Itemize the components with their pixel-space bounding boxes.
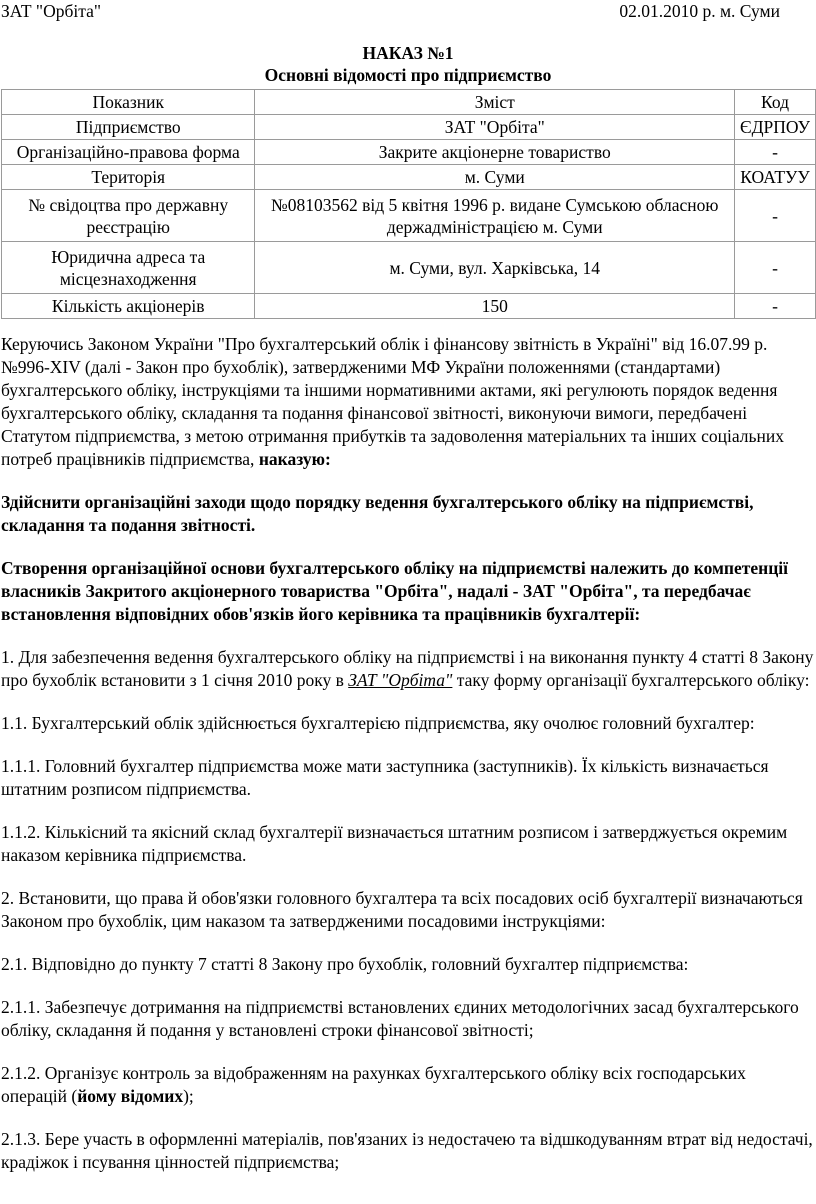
date-place: 02.01.2010 р. м. Суми — [619, 1, 780, 21]
document-body — [1, 333, 816, 1174]
table-cell: Юридична адреса та місцезнаходження — [2, 242, 255, 294]
table-cell: ЗАТ "Орбіта" — [255, 115, 735, 140]
paragraph-1-1-2: 1.1.2. Кількісний та якісний склад бухгалтерії визначається штатним розписом і затверджується окремим наказом керівника підприємства. — [1, 822, 788, 865]
table-header-cell: Код — [735, 90, 816, 115]
table-row — [2, 242, 816, 294]
paragraph-1-1-1: 1.1.1. Головний бухгалтер підприємства може мати заступника (заступників). Їх кількість визначається штатним розписом підприємства. — [1, 756, 769, 799]
paragraph-2-1-1: 2.1.1. Забезпечує дотримання на підприємстві встановлених єдиних методологічних засад бухгалтерського обліку, складання й подання у встановлені строки фінансової звітності; — [1, 997, 799, 1040]
company-info-table — [1, 89, 816, 319]
order-subtitle: Основні відомості про підприємство — [264, 65, 552, 85]
table-row — [2, 190, 816, 242]
table-row — [2, 115, 816, 140]
paragraph-organization: Створення організаційної основи бухгалтерського обліку на підприємстві належить до компетенції власників Закритого акціонерного товариства "Орбіта", надалі - ЗАТ "Орбіта", та передбачає встановлення відповідних обов'язків його керівника та працівників бухгалтерії: — [1, 558, 789, 624]
order-keyword: наказую: — [258, 449, 331, 469]
table-cell: Територія — [2, 165, 255, 190]
table-cell: - — [735, 294, 816, 319]
table-row — [2, 294, 816, 319]
table-header-cell: Показник — [2, 90, 255, 115]
table-cell: Кількість акціонерів — [2, 294, 255, 319]
paragraph-1-1: 1.1. Бухгалтерський облік здійснюється бухгалтерією підприємства, яку очолює головний бухгалтер: — [1, 713, 755, 733]
table-cell: - — [735, 242, 816, 294]
paragraph-1-text: 1. Для забезпечення ведення бухгалтерського обліку на підприємстві і на виконання пункту 4 статті 8 Закону про бухоблік встановити з 1 січня 2010 року в — [1, 647, 814, 690]
paragraph-2-1-2 — [1, 1062, 816, 1108]
table-cell: Організаційно-правова форма — [2, 140, 255, 165]
table-cell: Підприємство — [2, 115, 255, 140]
order-title: НАКАЗ №1 — [362, 43, 454, 63]
known-operations: йому відомих — [77, 1086, 184, 1106]
table-cell: № свідоцтва про державну реєстрацію — [2, 190, 255, 242]
table-cell: КОАТУУ — [735, 165, 816, 190]
paragraph-2-1-2-text: 2.1.2. Організує контроль за відображенням на рахунках бухгалтерського обліку всіх господарських операцій ( — [1, 1063, 746, 1106]
paragraph-1-text-end: таку форму організації бухгалтерського обліку: — [452, 670, 810, 690]
table-header-cell: Зміст — [255, 90, 735, 115]
table-cell: №08103562 від 5 квітня 1996 р. видане Сумською обласною держадміністрацією м. Суми — [255, 190, 735, 242]
paragraph-1 — [1, 646, 816, 692]
document-header — [0, 0, 816, 26]
paragraph-2: 2. Встановити, що права й обов'язки головного бухгалтера та всіх посадових осіб бухгалтерії визначаються Законом про бухоблік, цим наказом та затвердженими посадовими інструкціями: — [1, 888, 803, 931]
table-row — [2, 165, 816, 190]
table-cell: - — [735, 140, 816, 165]
table-cell: м. Суми, вул. Харківська, 14 — [255, 242, 735, 294]
table-cell: Закрите акціонерне товариство — [255, 140, 735, 165]
paragraph-2-1: 2.1. Відповідно до пункту 7 статті 8 Закону про бухоблік, головний бухгалтер підприємства: — [1, 954, 689, 974]
table-row — [2, 140, 816, 165]
table-cell: ЄДРПОУ — [735, 115, 816, 140]
paragraph-preamble — [1, 333, 816, 471]
table-cell: м. Суми — [255, 165, 735, 190]
company-link[interactable]: ЗАТ "Орбіта" — [348, 670, 453, 690]
preamble-text: Керуючись Законом України "Про бухгалтерський облік і фінансову звітність в Україні" від 16.07.99 р. №996-XIV (далі - Закон про бухоблік), затвердженими МФ України положеннями (стандартами) бухгалтерського обліку, інструкціями та іншими нормативними актами, які регулюють порядок ведення бухгалтерського обліку, складання та подання фінансової звітності, виконуючи вимоги, передбачені Статутом підприємства, з метою отримання прибутків та задоволення матеріальних та інших соціальних потреб працівників підприємства, — [1, 334, 784, 469]
table-header-row — [2, 90, 816, 115]
title-block — [0, 42, 816, 86]
paragraph-2-1-3: 2.1.3. Бере участь в оформленні матеріалів, пов'язаних із недостачею та відшкодуванням втрат від недостачі, крадіжок і псування цінностей підприємства; — [1, 1129, 813, 1172]
paragraph-measures: Здійснити організаційні заходи щодо порядку ведення бухгалтерського обліку на підприємстві, складання та подання звітності. — [1, 492, 754, 535]
table-cell: 150 — [255, 294, 735, 319]
paragraph-2-1-2-end: ); — [183, 1086, 194, 1106]
table-cell: - — [735, 190, 816, 242]
company-name: ЗАТ "Орбіта" — [1, 1, 102, 21]
